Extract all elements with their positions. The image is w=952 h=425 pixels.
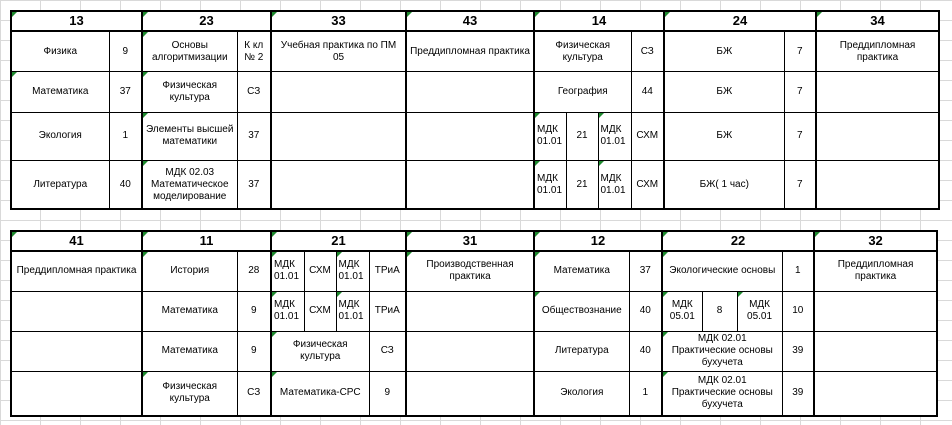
subject-cell[interactable]: Литература bbox=[11, 161, 109, 210]
room-cell[interactable]: СХМ bbox=[631, 161, 664, 210]
subject-cell[interactable]: МДК 05.01 bbox=[662, 291, 702, 331]
empty-cell[interactable] bbox=[271, 112, 406, 160]
subject-cell[interactable]: МДК 01.01 bbox=[271, 291, 304, 331]
room-cell[interactable]: 28 bbox=[237, 251, 271, 291]
group-header[interactable]: 21 bbox=[271, 231, 406, 251]
empty-cell[interactable] bbox=[814, 291, 937, 331]
subject-cell[interactable]: Преддипломная практика bbox=[11, 251, 142, 291]
subject-cell[interactable]: Экология bbox=[534, 371, 629, 416]
subject-cell[interactable]: Математика bbox=[534, 251, 629, 291]
subject-cell[interactable]: Преддипломная практика bbox=[816, 31, 939, 71]
subject-cell[interactable]: БЖ bbox=[664, 72, 784, 112]
group-header[interactable]: 34 bbox=[816, 11, 939, 31]
empty-cell[interactable] bbox=[406, 72, 534, 112]
group-header[interactable]: 13 bbox=[11, 11, 142, 31]
subject-cell[interactable]: МДК 01.01 bbox=[534, 112, 566, 160]
subject-cell[interactable]: Математика bbox=[142, 331, 237, 371]
schedule-block-bottom bbox=[10, 230, 938, 417]
subject-cell[interactable]: МДК 05.01 bbox=[737, 291, 782, 331]
room-cell[interactable]: 37 bbox=[629, 251, 662, 291]
group-header[interactable]: 31 bbox=[406, 231, 534, 251]
empty-cell[interactable] bbox=[816, 72, 939, 112]
group-header[interactable]: 32 bbox=[814, 231, 937, 251]
subject-cell[interactable]: Физическая культура bbox=[271, 331, 369, 371]
group-header[interactable]: 24 bbox=[664, 11, 816, 31]
subject-cell[interactable]: МДК 01.01 bbox=[336, 291, 369, 331]
empty-cell[interactable] bbox=[406, 371, 534, 416]
room-cell[interactable]: 9 bbox=[109, 31, 142, 71]
subject-cell[interactable]: Учебная практика по ПМ 05 bbox=[271, 31, 406, 71]
room-cell[interactable]: 40 bbox=[629, 331, 662, 371]
subject-cell[interactable]: Преддипломная практика bbox=[814, 251, 937, 291]
subject-cell[interactable]: Математика-СРС bbox=[271, 371, 369, 416]
subject-cell[interactable]: География bbox=[534, 72, 631, 112]
room-cell[interactable]: СЗ bbox=[631, 31, 664, 71]
subject-cell[interactable]: Физическая культура bbox=[534, 31, 631, 71]
room-cell[interactable]: 8 bbox=[702, 291, 737, 331]
room-cell[interactable]: СЗ bbox=[237, 72, 271, 112]
group-header[interactable]: 41 bbox=[11, 231, 142, 251]
subject-cell[interactable]: Экологические основы bbox=[662, 251, 782, 291]
group-header[interactable]: 22 bbox=[662, 231, 814, 251]
subject-cell[interactable]: Элементы высшей математики bbox=[142, 112, 237, 160]
room-cell[interactable]: СЗ bbox=[237, 371, 271, 416]
room-cell[interactable]: 21 bbox=[566, 112, 598, 160]
subject-cell[interactable]: История bbox=[142, 251, 237, 291]
room-cell[interactable]: ТРиА bbox=[369, 251, 406, 291]
room-cell[interactable]: 40 bbox=[109, 161, 142, 210]
subject-cell[interactable]: МДК 01.01 bbox=[336, 251, 369, 291]
group-header[interactable]: 14 bbox=[534, 11, 664, 31]
empty-cell[interactable] bbox=[816, 112, 939, 160]
subject-cell[interactable]: Основы алгоритмизации bbox=[142, 31, 237, 71]
room-cell[interactable]: 37 bbox=[109, 72, 142, 112]
subject-cell[interactable]: Преддипломная практика bbox=[406, 31, 534, 71]
subject-cell[interactable]: Обществознание bbox=[534, 291, 629, 331]
room-cell[interactable]: СХМ bbox=[631, 112, 664, 160]
subject-cell[interactable]: Математика bbox=[11, 72, 109, 112]
room-cell[interactable]: 7 bbox=[784, 31, 816, 71]
empty-cell[interactable] bbox=[11, 331, 142, 371]
empty-cell[interactable] bbox=[271, 72, 406, 112]
subject-cell[interactable]: БЖ bbox=[664, 112, 784, 160]
group-header[interactable]: 11 bbox=[142, 231, 271, 251]
group-header[interactable]: 33 bbox=[271, 11, 406, 31]
room-cell[interactable]: 1 bbox=[629, 371, 662, 416]
room-cell[interactable]: 1 bbox=[109, 112, 142, 160]
subject-cell[interactable]: БЖ bbox=[664, 31, 784, 71]
schedule-block-top bbox=[10, 10, 940, 210]
subject-cell[interactable]: МДК 02.01 Практические основы бухучета bbox=[662, 371, 782, 416]
subject-cell[interactable]: Литература bbox=[534, 331, 629, 371]
subject-cell[interactable]: МДК 02.01 Практические основы бухучета bbox=[662, 331, 782, 371]
subject-cell[interactable]: МДК 01.01 bbox=[598, 112, 631, 160]
subject-cell[interactable]: Математика bbox=[142, 291, 237, 331]
room-cell[interactable]: 39 bbox=[782, 371, 814, 416]
room-cell[interactable]: СЗ bbox=[369, 331, 406, 371]
room-cell[interactable]: ТРиА bbox=[369, 291, 406, 331]
room-cell[interactable]: 9 bbox=[237, 331, 271, 371]
empty-cell[interactable] bbox=[406, 112, 534, 160]
room-cell[interactable]: 39 bbox=[782, 331, 814, 371]
room-cell[interactable]: 37 bbox=[237, 161, 271, 210]
empty-cell[interactable] bbox=[816, 161, 939, 210]
room-cell[interactable]: 10 bbox=[782, 291, 814, 331]
subject-cell[interactable]: МДК 02.03 Математическое моделирование bbox=[142, 161, 237, 210]
subject-cell[interactable]: Физическая культура bbox=[142, 72, 237, 112]
subject-cell[interactable]: МДК 01.01 bbox=[534, 161, 566, 210]
group-header[interactable]: 12 bbox=[534, 231, 662, 251]
room-cell[interactable]: 44 bbox=[631, 72, 664, 112]
subject-cell[interactable]: Физическая культура bbox=[142, 371, 237, 416]
room-cell[interactable]: 37 bbox=[237, 112, 271, 160]
room-cell[interactable]: 7 bbox=[784, 72, 816, 112]
room-cell[interactable]: 7 bbox=[784, 161, 816, 210]
empty-cell[interactable] bbox=[11, 291, 142, 331]
empty-cell[interactable] bbox=[406, 161, 534, 210]
subject-cell[interactable]: Производственная практика bbox=[406, 251, 534, 291]
room-cell[interactable]: 9 bbox=[237, 291, 271, 331]
empty-cell[interactable] bbox=[406, 331, 534, 371]
subject-cell[interactable]: Физика bbox=[11, 31, 109, 71]
room-cell[interactable]: СХМ bbox=[304, 251, 336, 291]
group-header[interactable]: 23 bbox=[142, 11, 271, 31]
group-header[interactable]: 43 bbox=[406, 11, 534, 31]
room-cell[interactable]: 1 bbox=[782, 251, 814, 291]
subject-cell[interactable]: Экология bbox=[11, 112, 109, 160]
room-cell[interactable]: СХМ bbox=[304, 291, 336, 331]
room-cell[interactable]: 21 bbox=[566, 161, 598, 210]
room-cell[interactable]: 9 bbox=[369, 371, 406, 416]
empty-cell[interactable] bbox=[11, 371, 142, 416]
empty-cell[interactable] bbox=[271, 161, 406, 210]
room-cell[interactable]: 7 bbox=[784, 112, 816, 160]
room-cell[interactable]: К кл № 2 bbox=[237, 31, 271, 71]
subject-cell[interactable]: МДК 01.01 bbox=[598, 161, 631, 210]
subject-cell[interactable]: БЖ( 1 час) bbox=[664, 161, 784, 210]
room-cell[interactable]: 40 bbox=[629, 291, 662, 331]
empty-cell[interactable] bbox=[814, 371, 937, 416]
empty-cell[interactable] bbox=[406, 291, 534, 331]
empty-cell[interactable] bbox=[814, 331, 937, 371]
subject-cell[interactable]: МДК 01.01 bbox=[271, 251, 304, 291]
